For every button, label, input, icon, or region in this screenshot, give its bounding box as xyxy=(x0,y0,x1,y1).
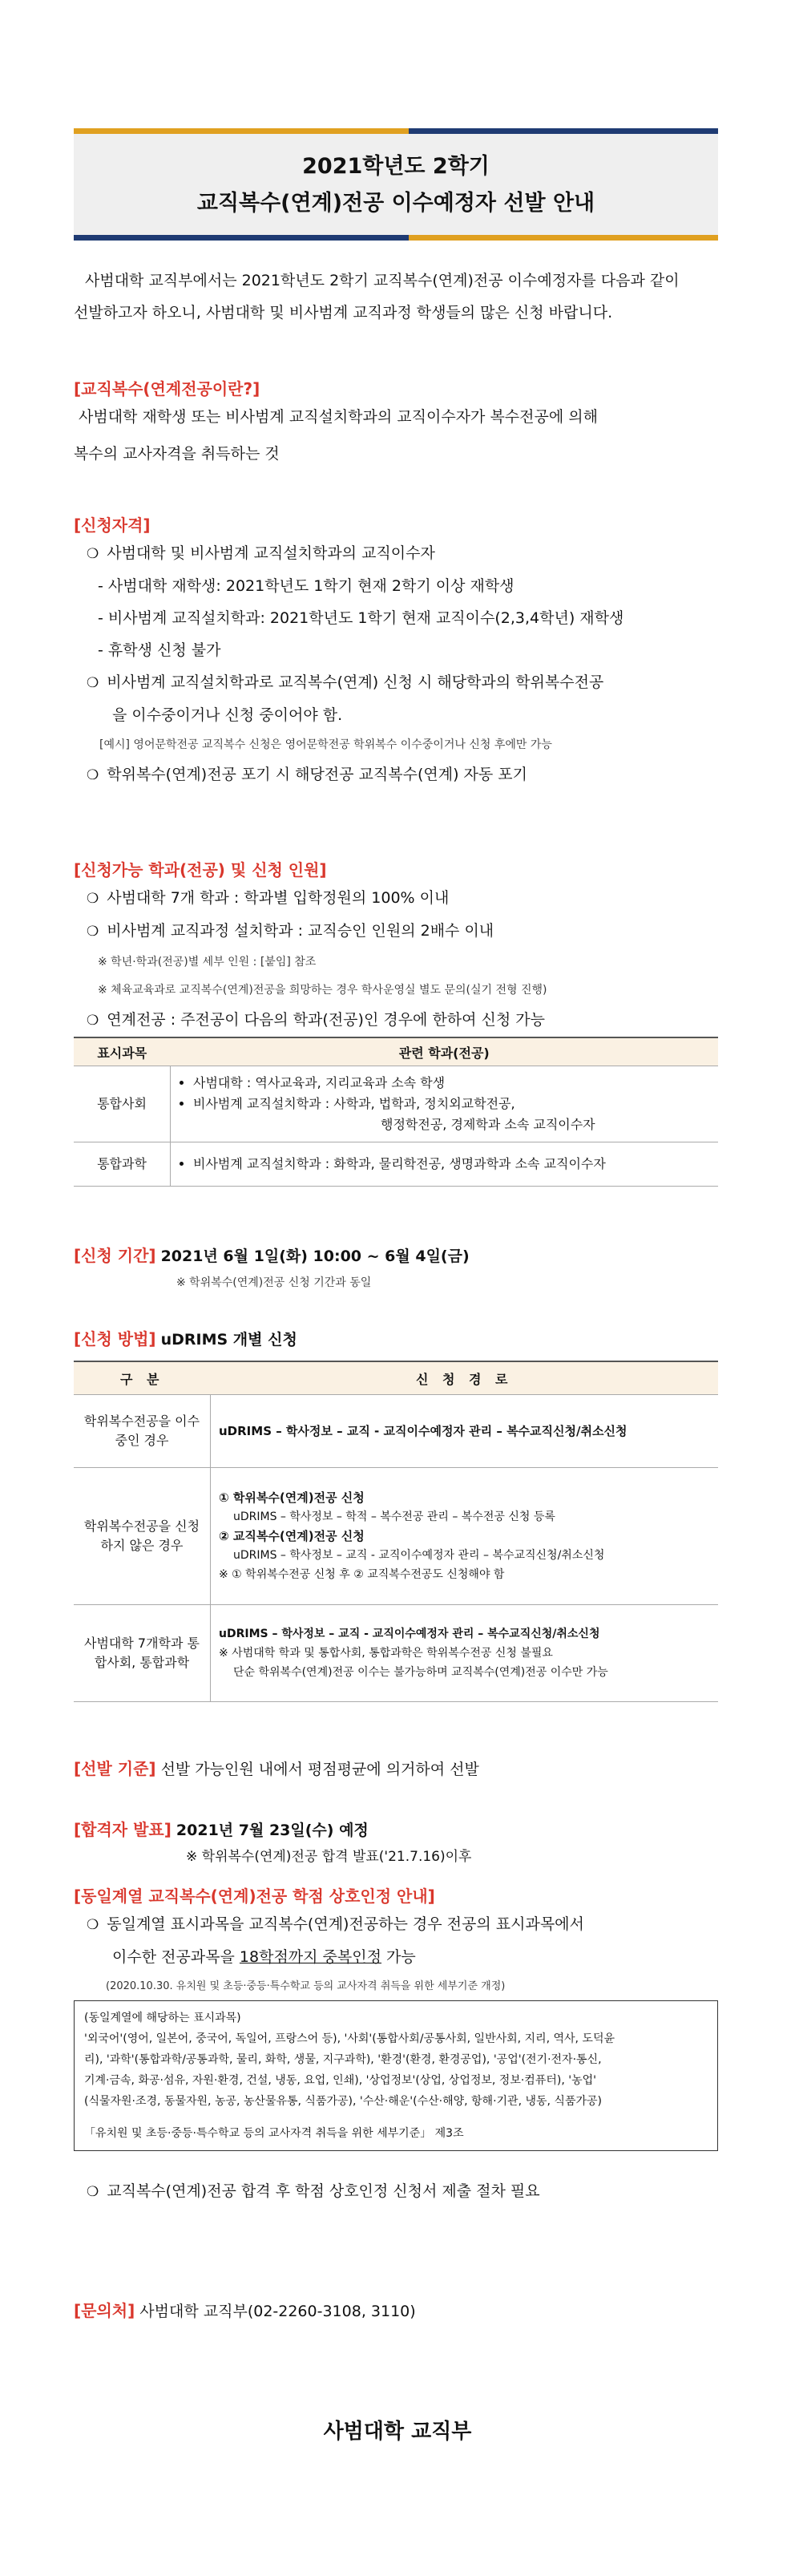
announce-section xyxy=(74,1814,718,1867)
quota-row-1-line-3: 행정학전공, 경제학과 소속 교직이수자 xyxy=(381,1117,595,1132)
quota-row-2-depts xyxy=(171,1142,719,1187)
eligibility-section xyxy=(74,513,718,791)
criteria-heading: [선발 기준] xyxy=(74,1759,156,1778)
quota-row-2-subject: 통합과학 xyxy=(74,1142,171,1187)
recognition-box-line-2: '외국어'(영어, 일본어, 중국어, 독일어, 프랑스어 등), '사회'(통합사회/공통사회, 일반사회, 지리, 역사, 도덕윤 xyxy=(84,2032,615,2045)
recognition-small-note: (2020.10.30. 유치원 및 초등·중등·특수학교 등의 교사자격 취득을 위한 세부기준 개정) xyxy=(106,1980,506,1992)
quota-table xyxy=(74,1037,718,1187)
eligibility-sub-3: - 휴학생 신청 불가 xyxy=(98,641,221,659)
eligibility-sub-2: - 비사범계 교직설치학과: 2021학년도 1학기 현재 교직이수(2,3,4학년) 재학생 xyxy=(98,609,624,627)
recognition-bullet-1-cont xyxy=(74,1941,718,1973)
contact-value: 사범대학 교직부(02-2260-3108, 3110) xyxy=(139,2303,416,2320)
method-row-3-path xyxy=(211,1605,719,1702)
contact-section xyxy=(74,2295,718,2327)
quota-note-1: ※ 학년·학과(전공)별 세부 인원 : [붙임] 참조 xyxy=(98,956,317,969)
method-value: uDRIMS 개별 신청 xyxy=(160,1331,297,1349)
quota-section xyxy=(74,858,718,1187)
eligibility-heading: [신청자격] xyxy=(74,516,151,535)
quota-bullet-1: ❍ 사범대학 7개 학과 : 학과별 입학정원의 100% 이내 xyxy=(74,882,718,915)
recognition-box-line-3: 리), '과학'(통합과학/공통과학, 물리, 화학, 생물, 지구과학), '환경'(환경, 환경공업), '공업'(전기·전자·통신, xyxy=(84,2053,602,2066)
quota-heading: [신청가능 학과(전공) 및 신청 인원] xyxy=(74,860,327,880)
period-note: ※ 학위복수(연계)전공 신청 기간과 동일 xyxy=(176,1276,372,1289)
criteria-line xyxy=(74,1753,718,1785)
title-top-rule xyxy=(74,128,718,134)
definition-heading: [교직복수(연계전공이란?] xyxy=(74,379,260,398)
announce-line xyxy=(74,1814,718,1846)
title-line-2: 교직복수(연계)전공 이수예정자 선발 안내 xyxy=(196,191,595,216)
method-row-2-line-2: uDRIMS – 학사정보 – 학적 – 복수전공 관리 – 복수전공 신청 등록 xyxy=(233,1510,555,1523)
announce-value: 2021년 7월 23일(수) 예정 xyxy=(176,1822,369,1839)
table-row xyxy=(74,1468,718,1605)
method-row-1-type: 학위복수전공을 이수중인 경우 xyxy=(74,1395,211,1468)
quota-table-header-subject: 표시과목 xyxy=(74,1037,171,1066)
method-table xyxy=(74,1361,718,1702)
quota-row-2-line-1: • 비사범계 교직설치학과 : 화학과, 물리학전공, 생명과학과 소속 교직이수자 xyxy=(193,1154,710,1175)
period-line xyxy=(74,1239,718,1272)
table-row xyxy=(74,1605,718,1702)
method-row-2-line-4: uDRIMS – 학사정보 – 교직 - 교직이수예정자 관리 – 복수교직신청/취소신청 xyxy=(233,1549,605,1562)
method-table-header-path: 신 청 경 로 xyxy=(211,1361,719,1395)
period-section xyxy=(74,1239,718,1293)
title-line-1: 2021학년도 2학기 xyxy=(302,154,490,179)
period-value: 2021년 6월 1일(화) 10:00 ~ 6월 4일(금) xyxy=(160,1248,470,1265)
recognition-bullet-2: ❍ 교직복수(연계)전공 합격 후 학점 상호인정 신청서 제출 절차 필요 xyxy=(74,2175,718,2208)
quota-row-1-line-2: • 비사범계 교직설치학과 : 사학과, 법학과, 정치외교학전공, xyxy=(193,1094,710,1114)
quota-table-header-dept: 관련 학과(전공) xyxy=(171,1037,719,1066)
eligibility-bullet-3: ❍ 학위복수(연계)전공 포기 시 해당전공 교직복수(연계) 자동 포기 xyxy=(74,758,718,791)
eligibility-sub-1: - 사범대학 재학생: 2021학년도 1학기 현재 2학기 이상 재학생 xyxy=(98,577,515,595)
definition-section xyxy=(74,377,718,470)
eligibility-bullet-2-cont: 을 이수중이거나 신청 중이어야 함. xyxy=(112,706,343,724)
recognition-b1-underlined: 18학점까지 중복인정 xyxy=(239,1948,381,1966)
criteria-section xyxy=(74,1753,718,1785)
quota-bullet-3: ❍ 연계전공 : 주전공이 다음의 학과(전공)인 경우에 한하여 신청 가능 xyxy=(74,1004,718,1037)
definition-line-1: 사범대학 재학생 또는 비사범계 교직설치학과의 교직이수자가 복수전공에 의해 xyxy=(79,408,598,426)
intro-paragraph: 사범대학 교직부에서는 2021학년도 2학기 교직복수(연계)전공 이수예정자를 다음과 같이 선발하고자 하오니, 사범대학 및 비사범계 교직과정 학생들의 많은 신청 바랍니다. xyxy=(74,272,680,321)
recognition-heading: [동일계열 교직복수(연계)전공 학점 상호인정 안내] xyxy=(74,1887,435,1906)
period-heading: [신청 기간] xyxy=(74,1246,156,1265)
method-row-3-line-2: ※ 사범대학 학과 및 통합사회, 통합과학은 학위복수전공 신청 불필요 xyxy=(219,1647,553,1660)
method-row-2-type: 학위복수전공을 신청하지 않은 경우 xyxy=(74,1468,211,1605)
recognition-box-line-1: (동일계열에 해당하는 표시과목) xyxy=(84,2012,241,2024)
table-row xyxy=(74,1395,718,1468)
recognition-bullet-1: ❍ 동일계열 표시과목을 교직복수(연계)전공하는 경우 전공의 표시과목에서 xyxy=(74,1908,718,1941)
quota-bullet-2: ❍ 비사범계 교직과정 설치학과 : 교직승인 인원의 2배수 이내 xyxy=(74,915,718,948)
announce-heading: [합격자 발표] xyxy=(74,1820,172,1839)
table-row xyxy=(74,1142,718,1187)
criteria-value: 선발 가능인원 내에서 평점평균에 의거하여 선발 xyxy=(160,1761,479,1778)
method-row-2-line-5: ※ ① 학위복수전공 신청 후 ② 교직복수전공도 신청해야 함 xyxy=(219,1568,505,1581)
title-banner xyxy=(74,128,718,241)
recognition-box-line-4: 기계·금속, 화공·섬유, 자원·환경, 건설, 냉동, 요업, 인쇄), '상업정보'(상업, 상업정보, 정보·컴퓨터), '농업' xyxy=(84,2074,596,2087)
title-bottom-rule xyxy=(74,235,718,241)
method-row-3-type: 사범대학 7개학과 통합사회, 통합과학 xyxy=(74,1605,211,1702)
announce-note: ※ 학위복수(연계)전공 합격 발표('21.7.16)이후 xyxy=(186,1849,472,1865)
method-row-3-line-3: 단순 학위복수(연계)전공 이수는 불가능하며 교직복수(연계)전공 이수만 가능 xyxy=(233,1666,608,1679)
definition-line-2: 복수의 교사자격을 취득하는 것 xyxy=(74,445,280,463)
method-row-2-line-3: ② 교직복수(연계)전공 신청 xyxy=(219,1529,365,1543)
method-table-header-type: 구 분 xyxy=(74,1361,211,1395)
recognition-b1-pre: 이수한 전공과목을 xyxy=(112,1948,240,1966)
recognition-box xyxy=(74,2000,718,2151)
method-row-2-line-1: ① 학위복수(연계)전공 신청 xyxy=(219,1490,365,1505)
eligibility-bullet-1: ❍ 사범대학 및 비사범계 교직설치학과의 교직이수자 xyxy=(74,537,718,570)
method-heading: [신청 방법] xyxy=(74,1329,156,1349)
contact-heading: [문의처] xyxy=(74,2301,135,2320)
table-row xyxy=(74,1066,718,1142)
method-row-2-path xyxy=(211,1468,719,1605)
recognition-box-line-5: (식물자원·조경, 동물자원, 농공, 농산물유통, 식품가공), '수산·해운'(수산·해양, 항해·기관, 냉동, 식품가공) xyxy=(84,2095,602,2108)
method-row-1-path: uDRIMS – 학사정보 – 교직 - 교직이수예정자 관리 – 복수교직신청/취소신청 xyxy=(211,1395,719,1468)
recognition-b1-post: 가능 xyxy=(381,1948,416,1966)
quota-row-1-subject: 통합사회 xyxy=(74,1066,171,1142)
eligibility-bullet-2: ❍ 비사범계 교직설치학과로 교직복수(연계) 신청 시 해당학과의 학위복수전공 xyxy=(74,666,718,699)
title-box xyxy=(74,134,718,235)
eligibility-example: [예시] 영어문학전공 교직복수 신청은 영어문학전공 학위복수 이수중이거나 신청 후에만 가능 xyxy=(99,738,552,751)
quota-note-2: ※ 체육교육과로 교직복수(연계)전공을 희망하는 경우 학사운영실 별도 문의(실기 전형 진행) xyxy=(98,984,547,997)
method-section xyxy=(74,1323,718,1702)
footer-signature: 사범대학 교직부 xyxy=(323,2420,472,2444)
contact-line xyxy=(74,2295,718,2327)
recognition-box-line-6: 「유치원 및 초등·중등·특수학교 등의 교사자격 취득을 위한 세부기준」 제3조 xyxy=(84,2127,464,2140)
quota-row-1-depts xyxy=(171,1066,719,1142)
method-row-3-line-1: uDRIMS – 학사정보 – 교직 - 교직이수예정자 관리 – 복수교직신청/취소신청 xyxy=(219,1628,600,1640)
recognition-section xyxy=(74,1884,718,2208)
method-line xyxy=(74,1323,718,1356)
quota-row-1-line-1: • 사범대학 : 역사교육과, 지리교육과 소속 학생 xyxy=(193,1073,710,1094)
